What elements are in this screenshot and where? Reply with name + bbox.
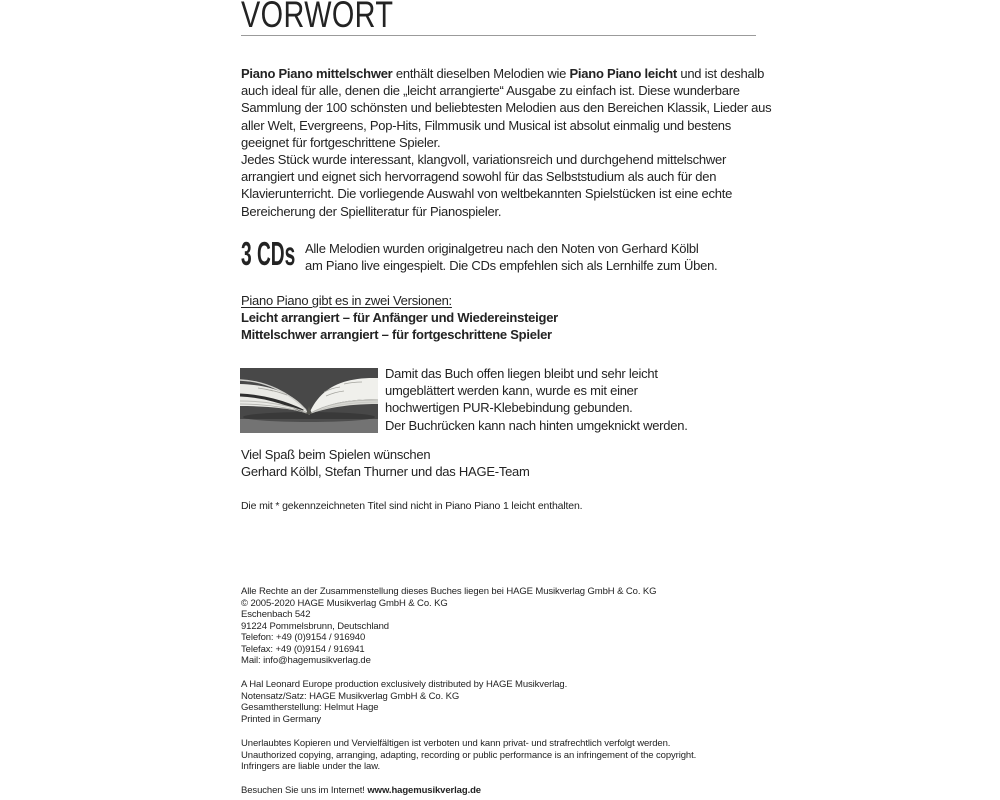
paragraph-line: Bereicherung der Spielliteratur für Pianospieler. [241, 203, 502, 219]
paragraph-line: arrangiert und eignet sich hervorragend sowohl für das Selbststudium als auch für den [241, 169, 717, 185]
imprint-line: 91224 Pommelsbrunn, Deutschland [241, 620, 389, 632]
cds-description [305, 240, 717, 274]
legal-line: Unerlaubtes Kopieren und Vervielfältigen ist verboten und kann privat- und strafrechtlich verfolgt werden. [241, 738, 671, 749]
footnote: Die mit * gekennzeichneten Titel sind nicht in Piano Piano 1 leicht enthalten. [241, 500, 583, 512]
paragraph-line: geeignet für fortgeschrittene Spieler. [241, 134, 441, 150]
website-prefix: Besuchen Sie uns im Internet! [241, 785, 368, 796]
production-line: A Hal Leonard Europe production exclusively distributed by HAGE Musikverlag. [241, 679, 568, 690]
paragraph-line: umgeblättert werden kann, wurde es mit einer [385, 383, 638, 399]
bold-text: Piano Piano leicht [569, 66, 677, 81]
website-url[interactable]: www.hagemusikverlag.de [367, 785, 481, 796]
imprint-line: Mail: info@hagemusikverlag.de [241, 655, 371, 667]
imprint-line: Telefax: +49 (0)9154 / 916941 [241, 643, 365, 655]
versions-heading: Piano Piano gibt es in zwei Versionen: [241, 293, 452, 308]
imprint-line: Telefon: +49 (0)9154 / 916940 [241, 632, 366, 644]
legal-block [241, 738, 696, 773]
cds-headline: 3 CDs [241, 235, 296, 272]
version-easy-line: Leicht arrangiert – für Anfänger und Wiedereinsteiger [241, 310, 558, 326]
production-line: Gesamtherstellung: Helmut Hage [241, 702, 379, 714]
closing-line: Gerhard Kölbl, Stefan Thurner und das HAGE-Team [241, 464, 530, 480]
binding-paragraph [385, 365, 688, 434]
title-rule [241, 35, 756, 36]
imprint-line: © 2005-2020 HAGE Musikverlag GmbH & Co. KG [241, 597, 448, 609]
open-book-photo [240, 368, 378, 433]
bold-text: Piano Piano mittelschwer [241, 66, 393, 81]
paragraph-line: aller Welt, Evergreens, Pop-Hits, Filmmusik und Musical ist absolut einmalig und bestens [241, 117, 732, 133]
intro-paragraph [241, 65, 771, 151]
legal-line: Unauthorized copying, arranging, adapting, recording or public performance is an infringement of the copyright. [241, 749, 697, 761]
closing-line: Viel Spaß beim Spielen wünschen [241, 447, 431, 462]
page-title: VORWORT [241, 0, 394, 35]
paragraph-line [241, 65, 771, 82]
paragraph-line: Damit das Buch offen liegen bleibt und sehr leicht [385, 366, 658, 381]
imprint-block [241, 586, 656, 667]
paragraph-line: Sammlung der 100 schönsten und beliebtesten Melodien aus den Bereichen Klassik, Lieder aus [241, 100, 772, 116]
production-line: Notensatz/Satz: HAGE Musikverlag GmbH & Co. KG [241, 690, 460, 702]
website-line [241, 785, 481, 797]
production-line: Printed in Germany [241, 713, 322, 725]
description-paragraph [241, 151, 732, 220]
production-block [241, 679, 567, 725]
plain-text: und ist deshalb [676, 66, 765, 81]
version-medium-line: Mittelschwer arrangiert – für fortgeschrittene Spieler [241, 327, 552, 343]
paragraph-line: Der Buchrücken kann nach hinten umgeknickt werden. [385, 417, 688, 433]
imprint-line: Eschenbach 542 [241, 609, 311, 621]
paragraph-line: Jedes Stück wurde interessant, klangvoll, variationsreich und durchgehend mittelschwer [241, 152, 727, 167]
paragraph-line: hochwertigen PUR-Klebebindung gebunden. [385, 400, 633, 416]
closing-greeting [241, 446, 530, 480]
paragraph-line: Klavierunterricht. Die vorliegende Auswahl von weltbekannten Spielstücken ist eine echte [241, 186, 733, 202]
paragraph-line: auch ideal für alle, denen die „leicht arrangierte“ Ausgabe zu einfach ist. Diese wunderbare [241, 83, 740, 99]
paragraph-line: am Piano live eingespielt. Die CDs empfehlen sich als Lernhilfe zum Üben. [305, 258, 718, 274]
versions-block [241, 292, 558, 344]
plain-text: enthält dieselben Melodien wie [392, 66, 570, 81]
imprint-line: Alle Rechte an der Zusammenstellung dieses Buches liegen bei HAGE Musikverlag GmbH & Co. KG [241, 586, 657, 597]
paragraph-line: Alle Melodien wurden originalgetreu nach den Noten von Gerhard Kölbl [305, 241, 699, 256]
legal-line: Infringers are liable under the law. [241, 761, 380, 773]
